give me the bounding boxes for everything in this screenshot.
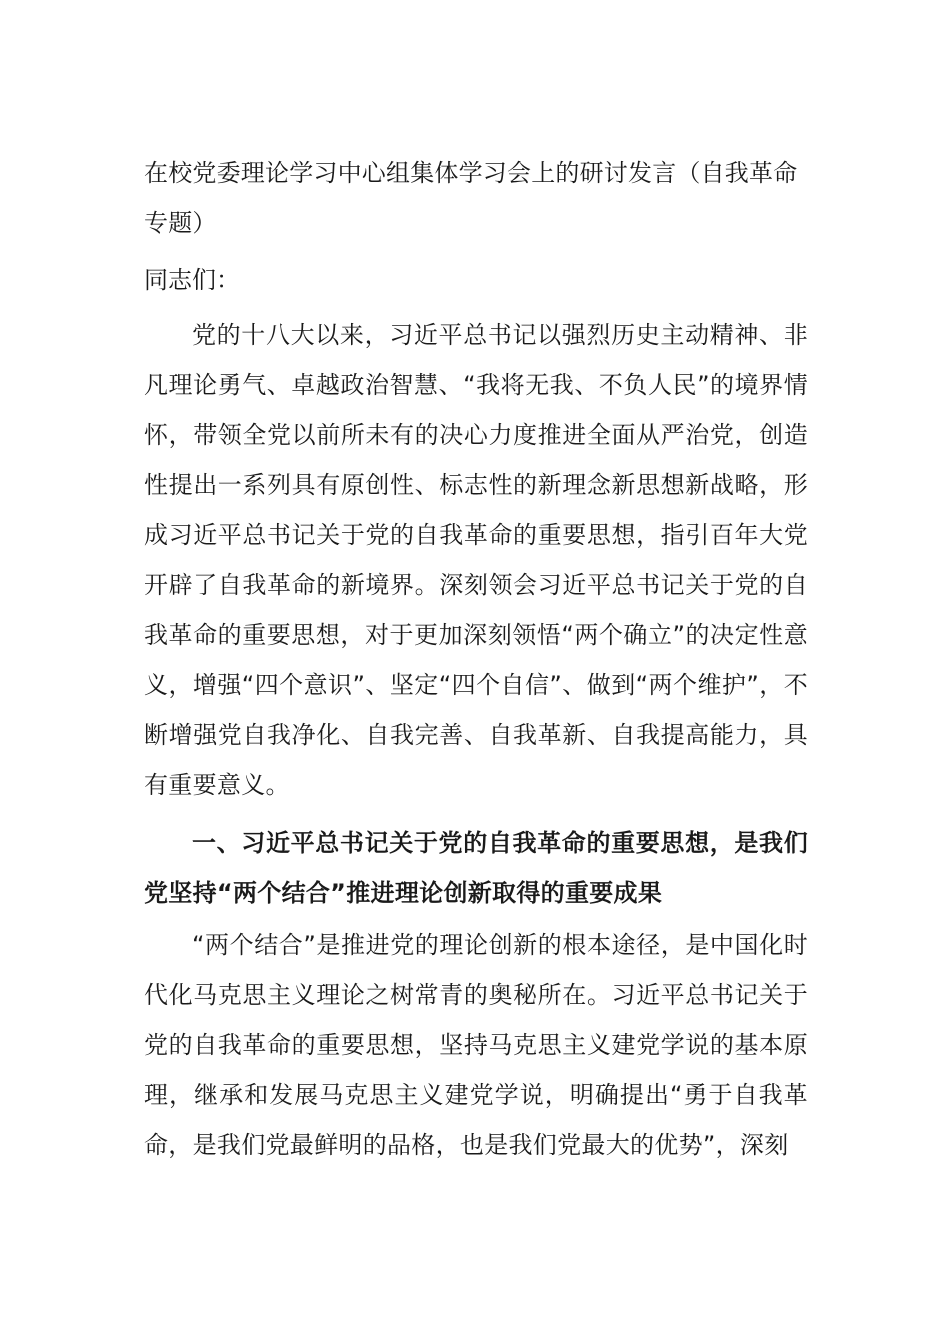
- document-body: [144, 148, 808, 1170]
- intro-paragraph: 党的十八大以来，习近平总书记以强烈历史主动精神、非凡理论勇气、卓越政治智慧、“我将无我、不负人民”的境界情怀，带领全党以前所未有的决心力度推进全面从严治党，创造性提出一系列具有原创性、标志性的新理念新思想新战略，形成习近平总书记关于党的自我革命的重要思想，指引百年大党开辟了自我革命的新境界。深刻领会习近平总书记关于党的自我革命的重要思想，对于更加深刻领悟“两个确立”的决定性意义，增强“四个意识”、坚定“四个自信”、做到“两个维护”，不断增强党自我净化、自我完善、自我革新、自我提高能力，具有重要意义。: [144, 321, 808, 799]
- salutation: 同志们：: [144, 266, 240, 294]
- section-1-paragraph: “两个结合”是推进党的理论创新的根本途径，是中国化时代化马克思主义理论之树常青的奥秘所在。习近平总书记关于党的自我革命的重要思想，坚持马克思主义建党学说的基本原理，继承和发展马克思主义建党学说，明确提出“勇于自我革命，是我们党最鲜明的品格，也是我们党最大的优势”，深刻: [144, 931, 808, 1159]
- section-heading-1: 一、习近平总书记关于党的自我革命的重要思想，是我们党坚持“两个结合”推进理论创新取得的重要成果: [144, 829, 808, 907]
- document-title: 在校党委理论学习中心组集体学习会上的研讨发言（自我革命专题）: [144, 159, 798, 237]
